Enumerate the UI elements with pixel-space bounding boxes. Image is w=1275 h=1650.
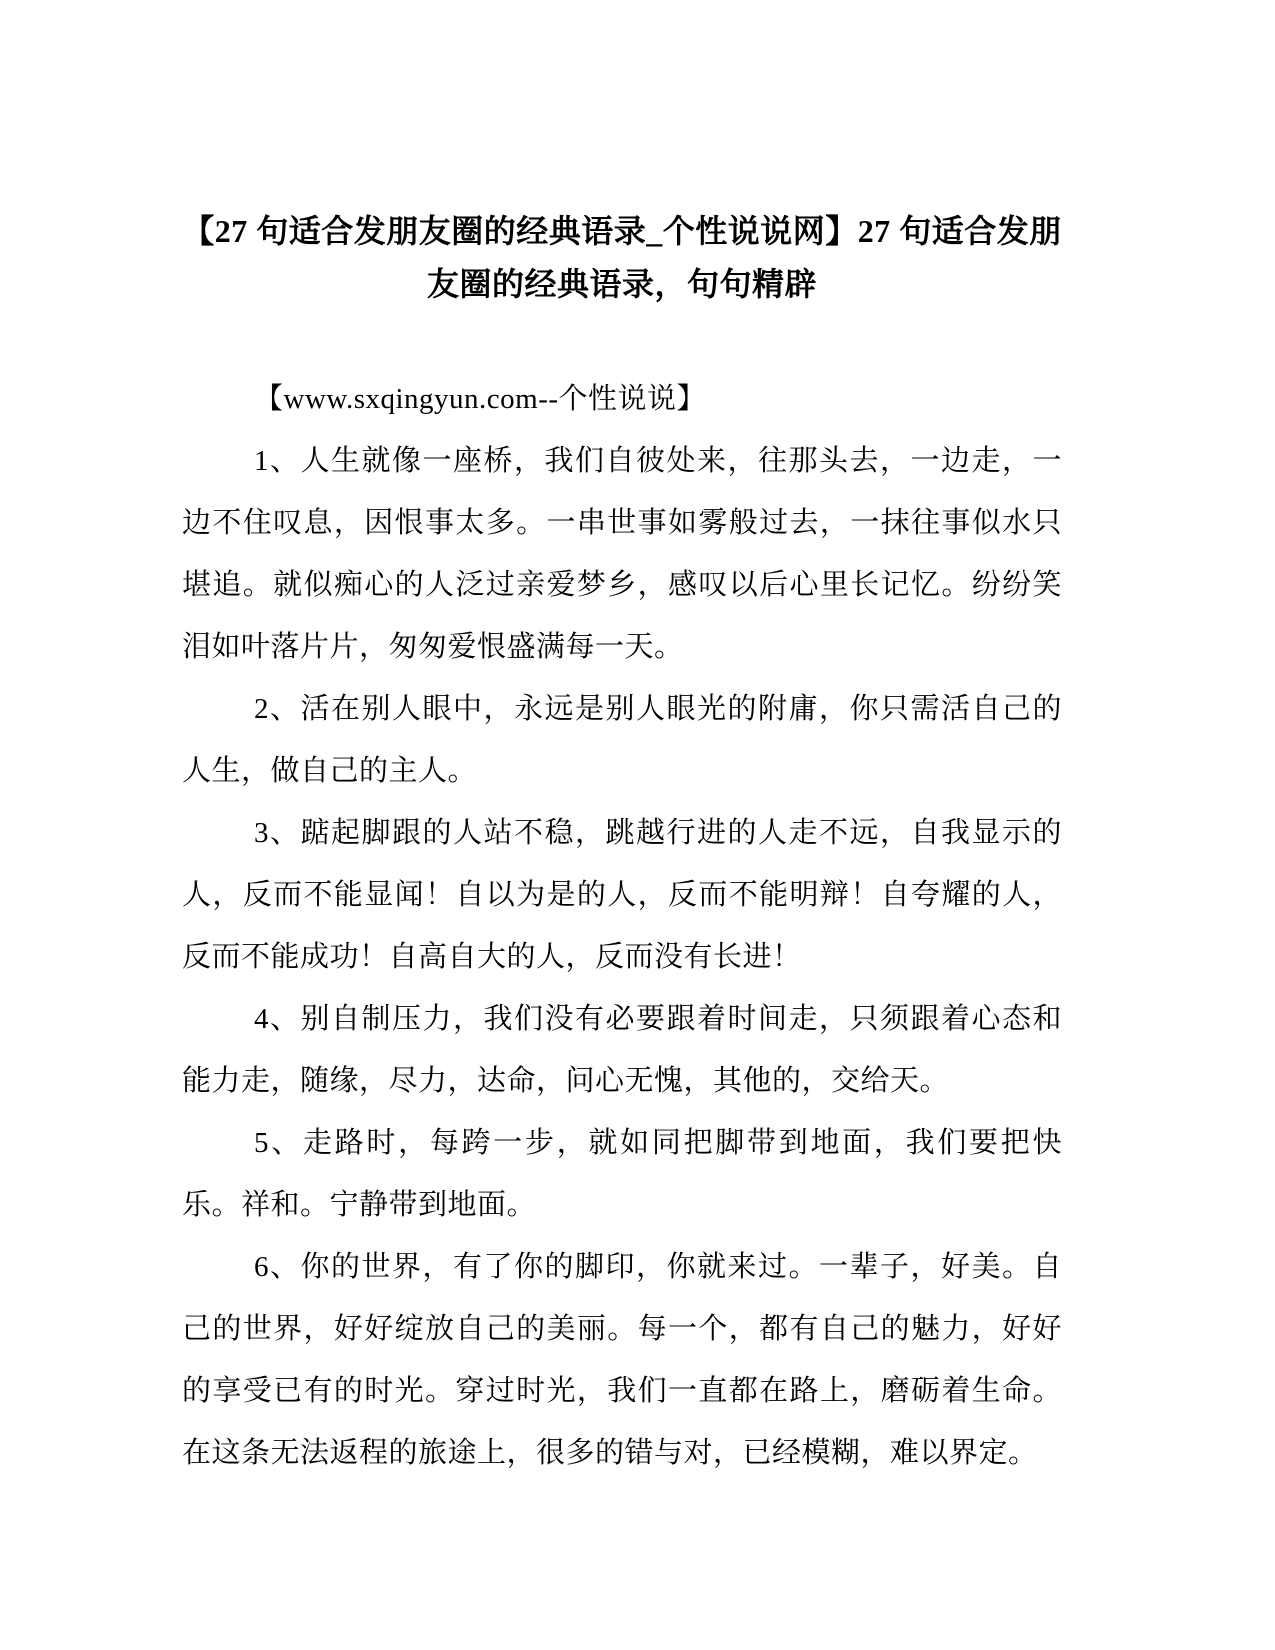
quote-paragraph-5: 5、走路时，每跨一步，就如同把脚带到地面，我们要把快乐。祥和。宁静带到地面。 bbox=[182, 1127, 1062, 1221]
source-attribution: 【www.sxqingyun.com--个性说说】 bbox=[254, 383, 707, 415]
document-title: 【27 句适合发朋友圈的经典语录_个性说说网】27 句适合发朋友圈的经典语录，句句精辟 bbox=[182, 213, 1062, 302]
quote-paragraph-6: 6、你的世界，有了你的脚印，你就来过。一辈子，好美。自己的世界，好好绽放自己的美丽。每一个，都有自己的魅力，好好的享受已有的时光。穿过时光，我们一直都在路上，磨砺着生命。在这条无法返程的旅途上，很多的错与对，已经模糊，难以界定。 bbox=[182, 1251, 1062, 1469]
quote-paragraph-3: 3、踮起脚跟的人站不稳，跳越行进的人走不远，自我显示的人，反而不能显闻！自以为是的人，反而不能明辩！自夸耀的人，反而不能成功！自高自大的人，反而没有长进！ bbox=[182, 817, 1062, 973]
quote-paragraph-2: 2、活在别人眼中，永远是别人眼光的附庸，你只需活自己的人生，做自己的主人。 bbox=[182, 693, 1062, 787]
quote-paragraph-4: 4、别自制压力，我们没有必要跟着时间走，只须跟着心态和能力走，随缘，尽力，达命，问心无愧，其他的，交给天。 bbox=[182, 1003, 1062, 1097]
quote-paragraph-1: 1、人生就像一座桥，我们自彼处来，往那头去，一边走，一边不住叹息，因恨事太多。一串世事如雾般过去，一抹往事似水只堪追。就似痴心的人泛过亲爱梦乡，感叹以后心里长记忆。纷纷笑泪如叶落片片，匆匆爱恨盛满每一天。 bbox=[182, 445, 1062, 663]
document-content bbox=[182, 205, 1062, 1484]
